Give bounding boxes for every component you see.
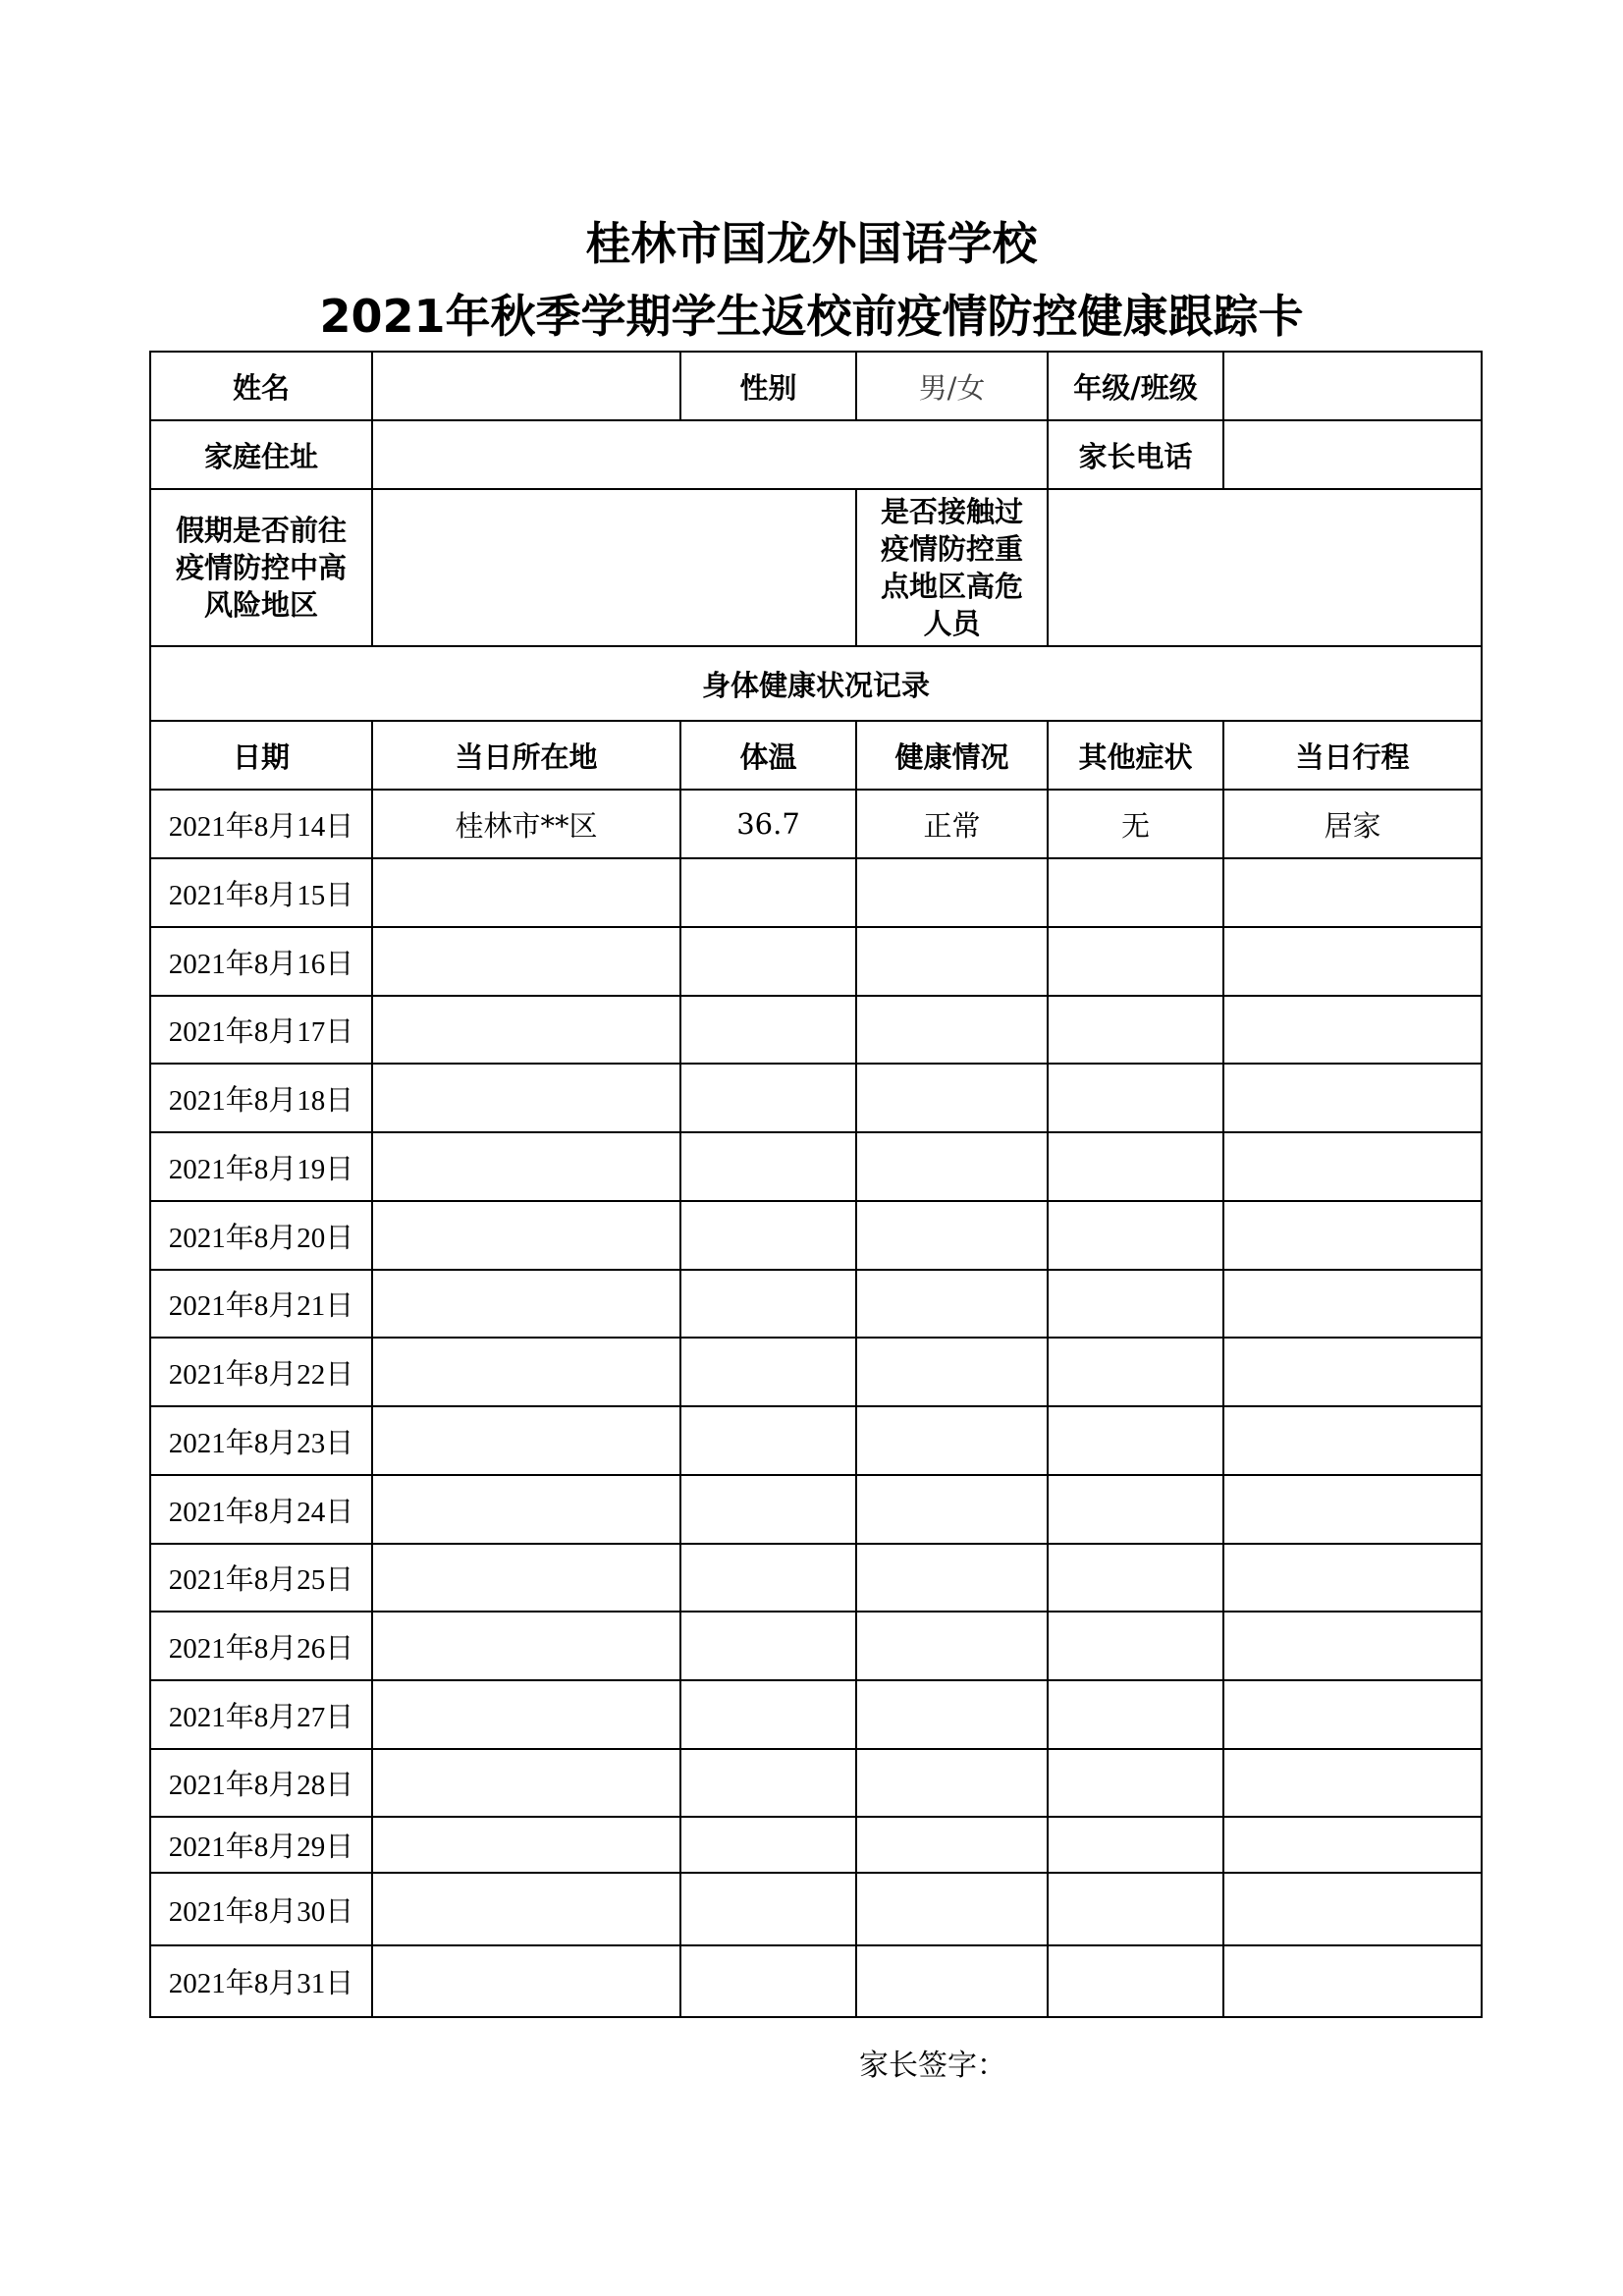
record-date: 2021年8月15日 [150, 858, 372, 927]
table-row [150, 927, 1482, 996]
table-row [150, 790, 1482, 858]
record-temperature[interactable] [680, 996, 856, 1064]
record-itinerary[interactable] [1223, 1406, 1482, 1475]
record-itinerary[interactable] [1223, 1064, 1482, 1132]
table-row [150, 1945, 1482, 2017]
record-temperature[interactable] [680, 1544, 856, 1612]
record-symptoms[interactable] [1048, 996, 1223, 1064]
record-temperature[interactable] [680, 1475, 856, 1544]
record-itinerary[interactable] [1223, 1201, 1482, 1270]
record-location[interactable]: 桂林市**区 [372, 790, 680, 858]
name-field[interactable] [372, 352, 680, 420]
record-location[interactable] [372, 996, 680, 1064]
record-date: 2021年8月19日 [150, 1132, 372, 1201]
record-location[interactable] [372, 1945, 680, 2017]
table-row [150, 1132, 1482, 1201]
record-itinerary[interactable] [1223, 1544, 1482, 1612]
record-date: 2021年8月18日 [150, 1064, 372, 1132]
school-name-title: 桂林市国龙外国语学校 [585, 217, 1038, 270]
record-symptoms[interactable] [1048, 1201, 1223, 1270]
record-itinerary[interactable] [1223, 927, 1482, 996]
table-row [150, 1338, 1482, 1406]
record-health[interactable] [856, 1064, 1048, 1132]
contact-question-line: 是否接触过 [880, 495, 1023, 528]
record-location[interactable] [372, 1338, 680, 1406]
parent-phone-label: 家长电话 [1048, 420, 1223, 489]
parent-phone-field[interactable] [1223, 420, 1482, 489]
record-temperature[interactable] [680, 927, 856, 996]
record-date: 2021年8月31日 [150, 1945, 372, 2017]
record-symptoms[interactable] [1048, 1270, 1223, 1338]
record-temperature[interactable] [680, 1680, 856, 1749]
record-location[interactable] [372, 1544, 680, 1612]
gender-label: 性别 [680, 352, 856, 420]
record-itinerary[interactable]: 居家 [1223, 790, 1482, 858]
record-date: 2021年8月20日 [150, 1201, 372, 1270]
record-symptoms[interactable] [1048, 1945, 1223, 2017]
column-header-row [150, 721, 1482, 790]
record-temperature[interactable] [680, 1749, 856, 1817]
column-header-temperature: 体温 [680, 721, 856, 790]
parent-signature-label: 家长签字： [859, 2049, 1006, 2083]
record-health[interactable]: 正常 [856, 790, 1048, 858]
section-title-row [150, 646, 1482, 721]
info-row-3 [150, 489, 1482, 646]
column-header-health: 健康情况 [856, 721, 1048, 790]
record-date: 2021年8月29日 [150, 1817, 372, 1873]
column-header-symptoms: 其他症状 [1048, 721, 1223, 790]
record-health[interactable] [856, 1201, 1048, 1270]
record-date: 2021年8月26日 [150, 1612, 372, 1680]
record-itinerary[interactable] [1223, 1270, 1482, 1338]
record-location[interactable] [372, 1270, 680, 1338]
table-row [150, 1475, 1482, 1544]
record-location[interactable] [372, 1201, 680, 1270]
record-location[interactable] [372, 1132, 680, 1201]
travel-question-label [150, 489, 372, 646]
record-temperature[interactable] [680, 1406, 856, 1475]
record-health[interactable] [856, 1945, 1048, 2017]
table-row [150, 1817, 1482, 1873]
record-symptoms[interactable] [1048, 1475, 1223, 1544]
record-health[interactable] [856, 858, 1048, 927]
table-row [150, 1544, 1482, 1612]
record-symptoms[interactable]: 无 [1048, 790, 1223, 858]
record-symptoms[interactable] [1048, 1064, 1223, 1132]
record-symptoms[interactable] [1048, 1338, 1223, 1406]
record-date: 2021年8月16日 [150, 927, 372, 996]
record-health[interactable] [856, 1612, 1048, 1680]
record-location[interactable] [372, 1749, 680, 1817]
travel-question-line: 风险地区 [203, 588, 318, 622]
record-health[interactable] [856, 1406, 1048, 1475]
record-location[interactable] [372, 927, 680, 996]
record-date: 2021年8月22日 [150, 1338, 372, 1406]
info-row-2 [150, 420, 1482, 489]
address-field[interactable] [372, 420, 1048, 489]
record-symptoms[interactable] [1048, 1749, 1223, 1817]
record-location[interactable] [372, 1680, 680, 1749]
record-temperature[interactable]: 36.7 [680, 790, 856, 858]
record-date: 2021年8月23日 [150, 1406, 372, 1475]
travel-answer-field[interactable] [372, 489, 856, 646]
record-health[interactable] [856, 1873, 1048, 1945]
column-header-date: 日期 [150, 721, 372, 790]
record-health[interactable] [856, 1270, 1048, 1338]
record-date: 2021年8月14日 [150, 790, 372, 858]
record-date: 2021年8月28日 [150, 1749, 372, 1817]
record-symptoms[interactable] [1048, 1406, 1223, 1475]
record-temperature[interactable] [680, 1338, 856, 1406]
gender-field[interactable]: 男/女 [856, 352, 1048, 420]
record-health[interactable] [856, 1132, 1048, 1201]
contact-question-line: 人员 [923, 607, 981, 640]
record-temperature[interactable] [680, 1270, 856, 1338]
record-date: 2021年8月24日 [150, 1475, 372, 1544]
health-tracking-table [149, 351, 1483, 2018]
record-symptoms[interactable] [1048, 927, 1223, 996]
travel-question-line: 疫情防控中高 [175, 551, 347, 584]
record-itinerary[interactable] [1223, 1749, 1482, 1817]
record-location[interactable] [372, 1064, 680, 1132]
record-itinerary[interactable] [1223, 1680, 1482, 1749]
record-itinerary[interactable] [1223, 1873, 1482, 1945]
section-title: 身体健康状况记录 [150, 646, 1482, 721]
record-temperature[interactable] [680, 1945, 856, 2017]
table-row [150, 1612, 1482, 1680]
record-health[interactable] [856, 1338, 1048, 1406]
record-symptoms[interactable] [1048, 1612, 1223, 1680]
table-row [150, 1201, 1482, 1270]
record-date: 2021年8月27日 [150, 1680, 372, 1749]
column-header-itinerary: 当日行程 [1223, 721, 1482, 790]
record-date: 2021年8月25日 [150, 1544, 372, 1612]
table-row [150, 1270, 1482, 1338]
table-row [150, 858, 1482, 927]
record-symptoms[interactable] [1048, 1132, 1223, 1201]
record-health[interactable] [856, 1817, 1048, 1873]
record-symptoms[interactable] [1048, 1817, 1223, 1873]
record-date: 2021年8月21日 [150, 1270, 372, 1338]
record-itinerary[interactable] [1223, 1817, 1482, 1873]
record-location[interactable] [372, 858, 680, 927]
record-date: 2021年8月17日 [150, 996, 372, 1064]
record-itinerary[interactable] [1223, 1945, 1482, 2017]
grade-class-field[interactable] [1223, 352, 1482, 420]
record-temperature[interactable] [680, 1873, 856, 1945]
record-location[interactable] [372, 1406, 680, 1475]
record-symptoms[interactable] [1048, 1544, 1223, 1612]
record-location[interactable] [372, 1475, 680, 1544]
record-temperature[interactable] [680, 1064, 856, 1132]
record-location[interactable] [372, 1612, 680, 1680]
address-label: 家庭住址 [150, 420, 372, 489]
table-row [150, 1064, 1482, 1132]
grade-class-label: 年级/班级 [1048, 352, 1223, 420]
record-health[interactable] [856, 996, 1048, 1064]
record-itinerary[interactable] [1223, 996, 1482, 1064]
record-date: 2021年8月30日 [150, 1873, 372, 1945]
record-temperature[interactable] [680, 1817, 856, 1873]
record-itinerary[interactable] [1223, 1132, 1482, 1201]
name-label: 姓名 [150, 352, 372, 420]
record-temperature[interactable] [680, 1612, 856, 1680]
record-itinerary[interactable] [1223, 1475, 1482, 1544]
form-title: 2021年秋季学期学生返校前疫情防控健康跟踪卡 [319, 290, 1304, 343]
table-row [150, 1873, 1482, 1945]
record-health[interactable] [856, 927, 1048, 996]
record-itinerary[interactable] [1223, 1338, 1482, 1406]
info-row-1 [150, 352, 1482, 420]
record-temperature[interactable] [680, 1132, 856, 1201]
travel-question-line: 假期是否前往 [175, 514, 347, 547]
record-health[interactable] [856, 1544, 1048, 1612]
table-row [150, 1749, 1482, 1817]
record-symptoms[interactable] [1048, 1680, 1223, 1749]
table-row [150, 996, 1482, 1064]
contact-question-line: 点地区高危 [880, 570, 1023, 603]
record-health[interactable] [856, 1749, 1048, 1817]
record-itinerary[interactable] [1223, 1612, 1482, 1680]
record-health[interactable] [856, 1680, 1048, 1749]
record-location[interactable] [372, 1873, 680, 1945]
table-row [150, 1680, 1482, 1749]
record-health[interactable] [856, 1475, 1048, 1544]
contact-question-line: 疫情防控重 [880, 532, 1023, 566]
record-location[interactable] [372, 1817, 680, 1873]
table-row [150, 1406, 1482, 1475]
record-itinerary[interactable] [1223, 858, 1482, 927]
contact-question-label [856, 489, 1048, 646]
record-temperature[interactable] [680, 1201, 856, 1270]
record-symptoms[interactable] [1048, 858, 1223, 927]
contact-answer-field[interactable] [1048, 489, 1482, 646]
record-symptoms[interactable] [1048, 1873, 1223, 1945]
record-temperature[interactable] [680, 858, 856, 927]
column-header-location: 当日所在地 [372, 721, 680, 790]
